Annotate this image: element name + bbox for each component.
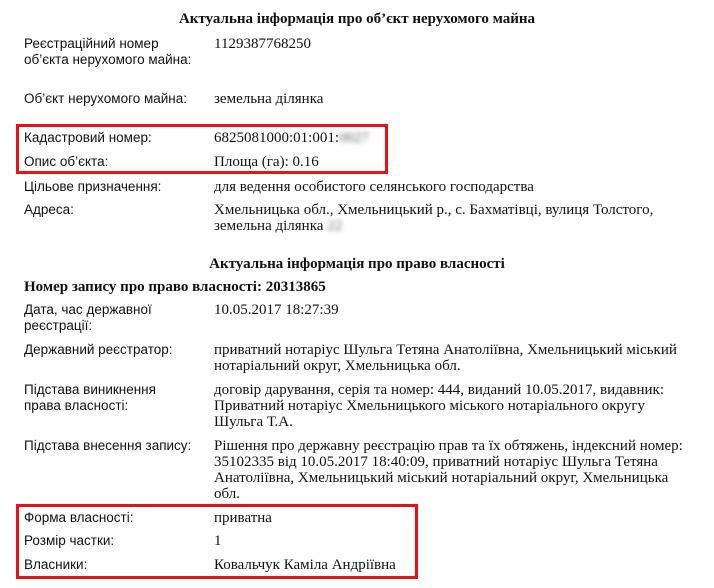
address-redacted: 22: [327, 218, 343, 234]
highlight-box-cadastral: [16, 124, 388, 174]
address-text: Хмельницька обл., Хмельницький р., с. Бахматівці, вулиця Толстого, земельна ділянка: [214, 202, 654, 234]
share-size-label: Розмір частки:: [24, 533, 115, 548]
registrar-value: приватний нотаріус Шульга Тетяна Анатоліївна, Хмельницький міський нотаріальний округ, Хмельницька обл.: [214, 342, 677, 374]
object-type-value: земельна ділянка: [214, 91, 324, 107]
description-value: Площа (га): 0.16: [214, 154, 319, 170]
entry-basis-label: Підстава внесення запису:: [24, 438, 192, 453]
cadastral-redacted: 0027: [339, 130, 370, 146]
purpose-value: для ведення особистого селянського господарства: [214, 179, 534, 195]
ownership-section-title: Актуальна інформація про право власності: [209, 256, 505, 272]
address-label: Адреса:: [24, 202, 74, 217]
basis-label: Підстава виникнення права власності:: [24, 382, 156, 413]
owners-value: Ковальчук Каміла Андріївна: [214, 557, 396, 573]
basis-value: договір дарування, серія та номер: 444, виданий 10.05.2017, видавник: Приватний нотаріус Хмельницького міського нотаріального округу Шульга Т.А.: [214, 382, 664, 430]
reg-number-value: 1129387768250: [214, 36, 311, 52]
highlight-box-ownership: [16, 504, 418, 579]
ownership-form-label: Форма власності:: [24, 510, 134, 525]
description-label: Опис об’єкта:: [24, 154, 109, 169]
ownership-record-number: Номер запису про право власності: 20313865: [24, 279, 326, 295]
reg-number-label: Реєстраційний номер об’єкта нерухомого майна:: [24, 36, 192, 67]
entry-basis-value: Рішення про державну реєстрацію прав та їх обтяжень, індексний номер: 35102335 від 10.05.2017 18:40:09, приватний нотаріус Шульга Тетяна Анатоліївна, Хмельницький міський нотаріальний округ, Хмельницька обл.: [214, 438, 683, 502]
purpose-label: Цільове призначення:: [24, 179, 162, 194]
cadastral-number: 6825081000:01:001:: [214, 130, 340, 146]
share-size-value: 1: [214, 533, 222, 549]
property-section-title: Актуальна інформація про об’єкт нерухомого майна: [178, 11, 536, 27]
address-value: [214, 202, 694, 234]
reg-date-value: 10.05.2017 18:27:39: [214, 302, 339, 318]
cadastral-label: Кадастровий номер:: [24, 130, 152, 145]
ownership-form-value: приватна: [214, 510, 272, 526]
owners-label: Власники:: [24, 557, 88, 572]
object-type-label: Об’єкт нерухомого майна:: [24, 91, 188, 106]
reg-date-label: Дата, час державної реєстрації:: [24, 302, 152, 333]
registrar-label: Державний реєстратор:: [24, 342, 173, 357]
